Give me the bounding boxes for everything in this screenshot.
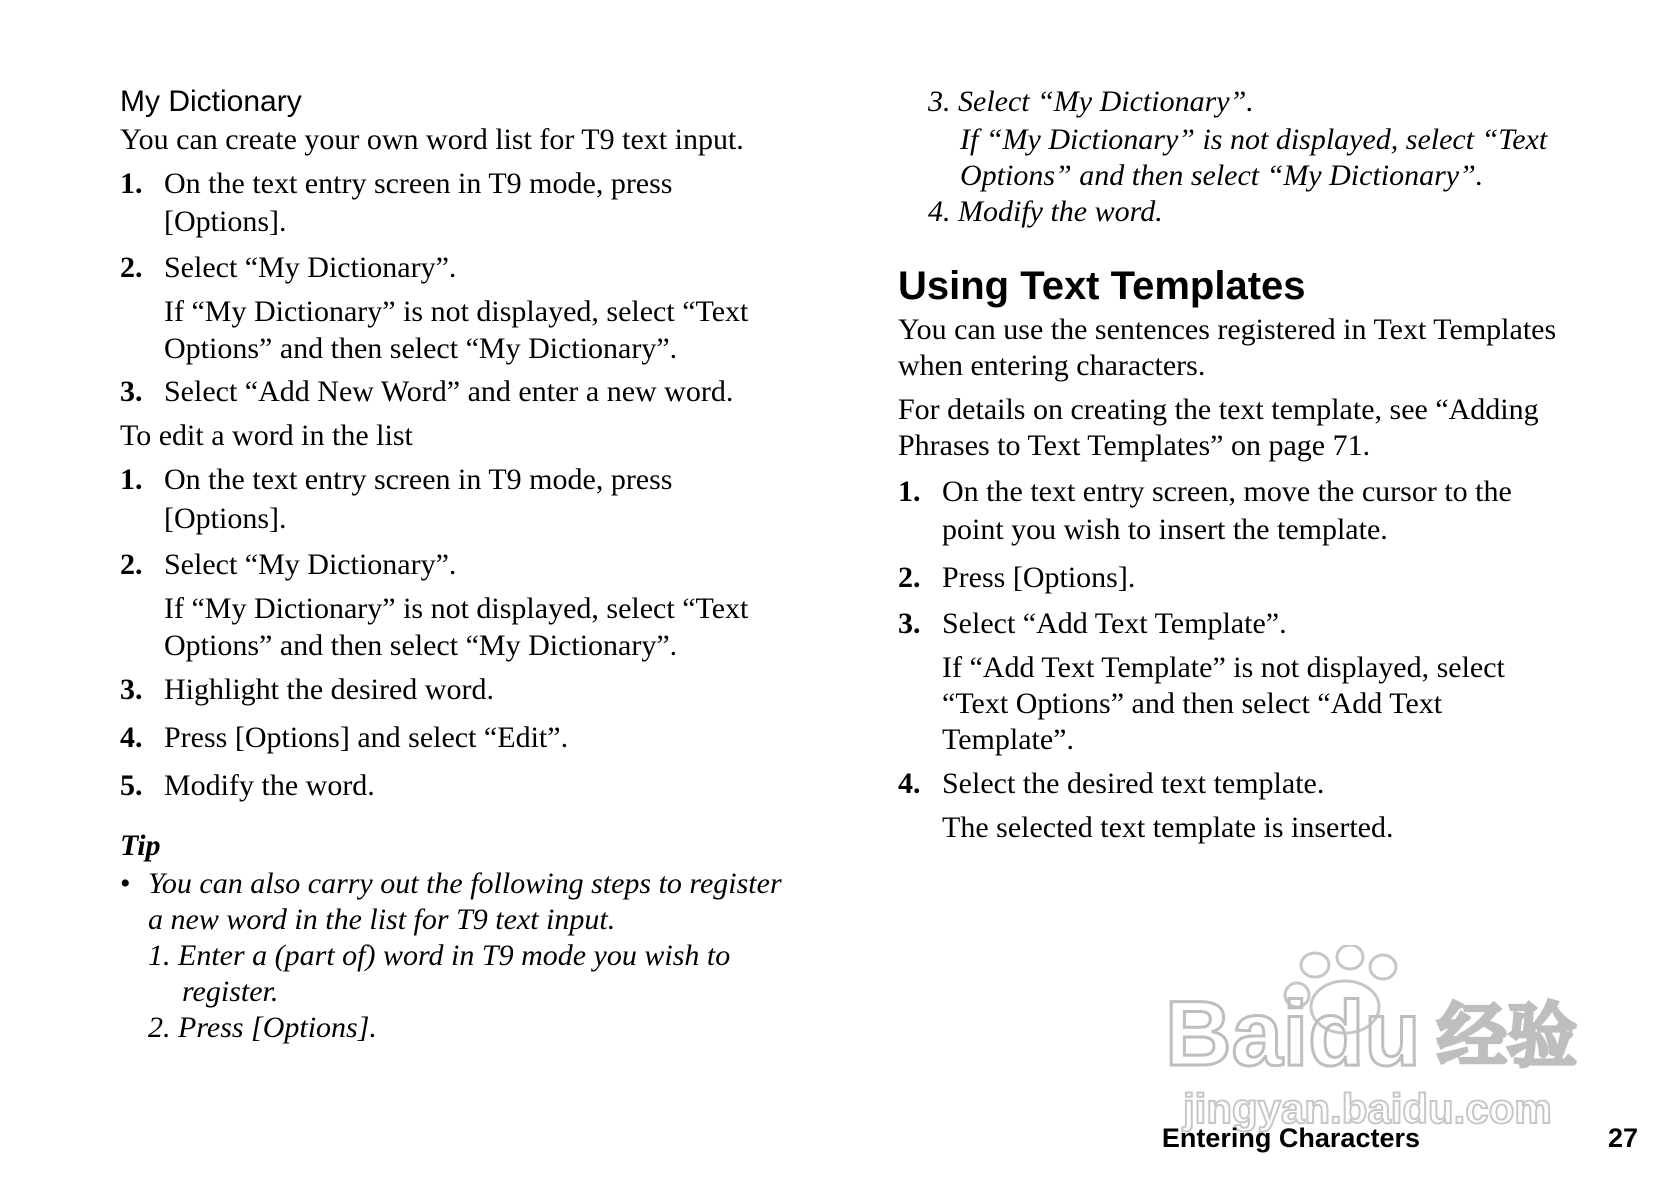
tip-bullet: •: [120, 867, 131, 900]
step-number: 2.: [120, 548, 143, 581]
watermark-cn: 经验: [1437, 995, 1577, 1077]
step-number: 3.: [898, 607, 921, 640]
step-number: 1.: [898, 475, 921, 508]
step-text: point you wish to insert the template.: [942, 513, 1388, 546]
step-text: Select “My Dictionary”.: [164, 548, 457, 581]
tip-text: You can also carry out the following steps to register: [148, 867, 782, 900]
step-text: On the text entry screen in T9 mode, press: [164, 167, 673, 200]
continued-note: Options” and then select “My Dictionary”.: [960, 159, 1484, 192]
section-heading: My Dictionary: [120, 85, 302, 118]
step-note: If “Add Text Template” is not displayed, select: [942, 651, 1505, 684]
tip-title: Tip: [120, 829, 161, 862]
continued-step: 4. Modify the word.: [928, 195, 1163, 228]
paragraph: You can use the sentences registered in Text Templates: [898, 313, 1557, 346]
step-note: If “My Dictionary” is not displayed, select “Text: [164, 592, 749, 625]
step-note: Options” and then select “My Dictionary”.: [164, 332, 678, 365]
step-number: 5.: [120, 769, 143, 802]
step-text: Select “Add New Word” and enter a new word.: [164, 375, 734, 408]
step-number: 1.: [120, 463, 143, 496]
watermark-url: jingyan.baidu.com: [1183, 1085, 1552, 1132]
step-text: Select “Add Text Template”.: [942, 607, 1287, 640]
step-text: [Options].: [164, 502, 287, 535]
step-note: The selected text template is inserted.: [942, 811, 1394, 844]
footer-section-title: Entering Characters: [1161, 1123, 1420, 1153]
step-number: 2.: [120, 251, 143, 284]
continued-step: 3. Select “My Dictionary”.: [928, 85, 1254, 118]
step-text: Select the desired text template.: [942, 767, 1325, 800]
step-text: Select “My Dictionary”.: [164, 251, 457, 284]
paragraph: Phrases to Text Templates” on page 71.: [898, 429, 1371, 462]
baidu-jingyan-watermark: [1165, 945, 1605, 1135]
step-number: 3.: [120, 375, 143, 408]
step-text: Modify the word.: [164, 769, 375, 802]
step-number: 3.: [120, 673, 143, 706]
step-text: Highlight the desired word.: [164, 673, 494, 706]
step-text: On the text entry screen, move the cursor to the: [942, 475, 1512, 508]
paragraph: For details on creating the text template, see “Adding: [898, 393, 1539, 426]
step-text: Press [Options].: [942, 561, 1136, 594]
tip-step: 2. Press [Options].: [148, 1011, 377, 1044]
step-text: [Options].: [164, 205, 287, 238]
subheading: To edit a word in the list: [120, 419, 413, 452]
intro-text: You can create your own word list for T9 text input.: [120, 123, 744, 156]
step-note: Options” and then select “My Dictionary”.: [164, 629, 678, 662]
step-note: “Text Options” and then select “Add Text: [942, 687, 1443, 720]
step-number: 4.: [898, 767, 921, 800]
step-text: On the text entry screen in T9 mode, press: [164, 463, 673, 496]
step-text: Press [Options] and select “Edit”.: [164, 721, 569, 754]
tip-step: 1. Enter a (part of) word in T9 mode you wish to: [148, 939, 731, 972]
page-number: 27: [1607, 1123, 1638, 1153]
section-title: Using Text Templates: [898, 264, 1306, 308]
step-note: Template”.: [942, 723, 1074, 756]
step-number: 2.: [898, 561, 921, 594]
tip-step: register.: [182, 975, 279, 1008]
tip-text: a new word in the list for T9 text input.: [148, 903, 616, 936]
step-number: 1.: [120, 167, 143, 200]
step-number: 4.: [120, 721, 143, 754]
paragraph: when entering characters.: [898, 349, 1206, 382]
watermark-brand: Baidu: [1165, 983, 1421, 1085]
step-note: If “My Dictionary” is not displayed, select “Text: [164, 295, 749, 328]
continued-note: If “My Dictionary” is not displayed, select “Text: [960, 123, 1548, 156]
